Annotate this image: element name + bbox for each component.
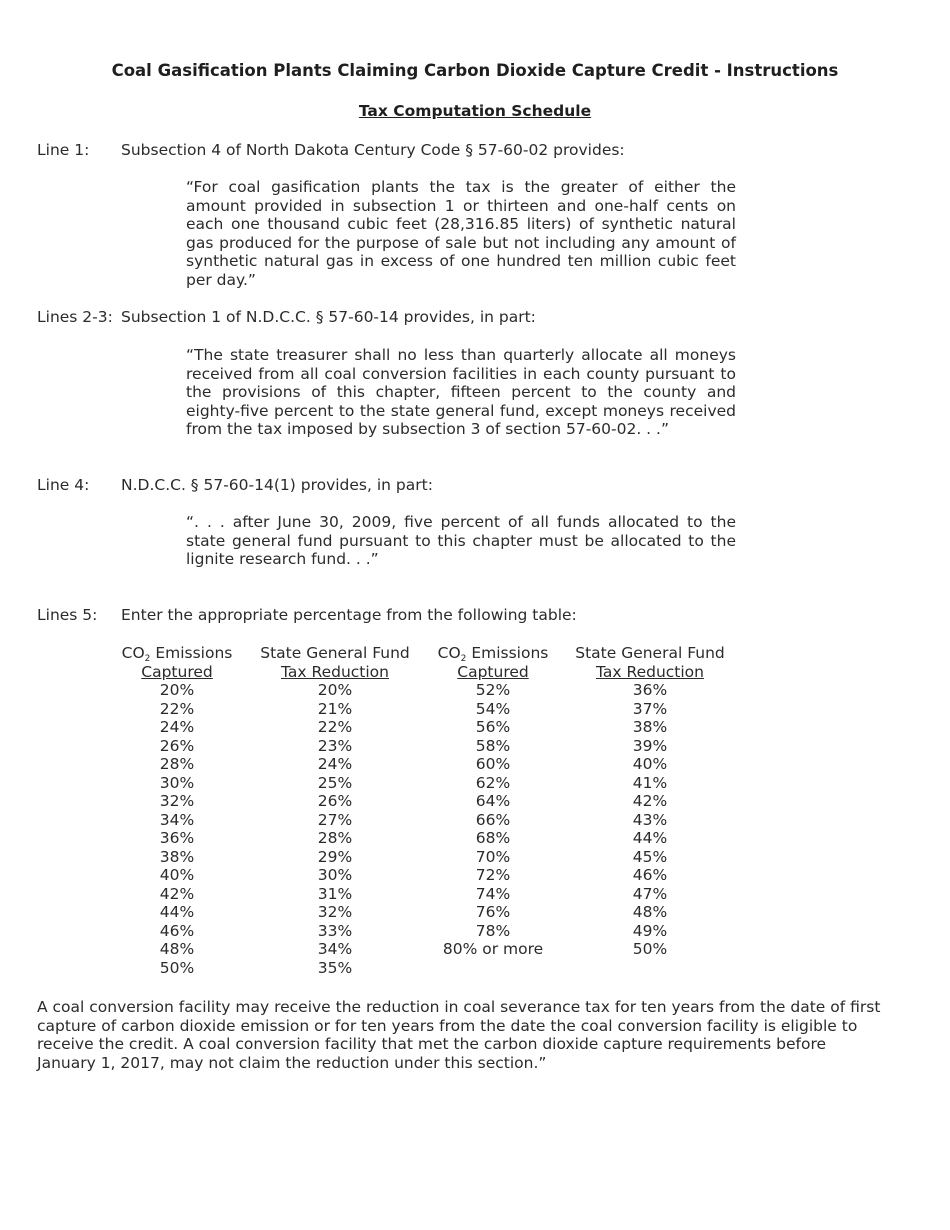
table-cell: 49% xyxy=(632,921,668,940)
table-cell: 28% xyxy=(159,755,195,773)
header-tax-reduction: Tax Reduction xyxy=(596,662,704,681)
table-cell: 48% xyxy=(159,940,195,958)
closing-paragraph: A coal conversion facility may receive the reduction in coal severance tax for ten years from the date of first capture of carbon dioxide emission or for ten years from the date the coal conversion facility is eligible to receive the credit. A coal conversion facility that met the carbon dioxide capture requirements before January 1, 2017, may not claim the reduction under this section.” xyxy=(37,998,881,1072)
table-cell: 35% xyxy=(317,958,353,977)
quote-line-1: “For coal gasification plants the tax is the greater of either the amount provided in subsection 1 or thirteen and one-half cents on each one thousand cubic feet (28,316.85 liters) of synthetic natural gas produced for the purpose of sale but not including any amount of synthetic natural gas in excess of one hundred ten million cubic feet per day.” xyxy=(186,178,736,289)
header-co2-emissions: $CO_2$ Emissions xyxy=(437,644,549,664)
table-cell: 78% xyxy=(475,921,511,940)
section-text: Subsection 1 of N.D.C.C. § 57-60-14 provides, in part: xyxy=(121,308,536,326)
table-cell: 32% xyxy=(159,792,195,810)
table-row xyxy=(108,792,738,811)
table-row xyxy=(108,755,738,774)
table-cell: 50% xyxy=(159,958,195,977)
header-captured: Captured xyxy=(141,662,213,681)
table-cell: 60% xyxy=(475,755,511,773)
table-cell: 27% xyxy=(317,810,353,829)
section-label: Line 1: xyxy=(37,141,90,159)
table-cell: 34% xyxy=(317,940,353,958)
table-cell xyxy=(562,959,738,978)
table-cell: 43% xyxy=(632,810,668,829)
header-captured: Captured xyxy=(457,662,529,681)
table-cell: 38% xyxy=(159,847,195,866)
table-row xyxy=(108,940,738,959)
table-cell: 47% xyxy=(632,884,668,903)
table-cell: 48% xyxy=(632,903,668,921)
table-cell: 31% xyxy=(317,884,353,903)
table-cell: 39% xyxy=(632,736,668,755)
table-cell: 64% xyxy=(475,792,511,810)
table-row xyxy=(108,718,738,737)
table-cell: 24% xyxy=(159,718,195,736)
section-text: N.D.C.C. § 57-60-14(1) provides, in part: xyxy=(121,476,433,494)
table-cell: 68% xyxy=(475,829,511,847)
table-cell: 37% xyxy=(632,699,668,718)
table-cell: 52% xyxy=(475,681,511,699)
table-cell: 74% xyxy=(475,884,511,903)
table-cell: 21% xyxy=(317,699,353,718)
section-line-1 xyxy=(37,141,897,160)
table-cell: 40% xyxy=(632,755,668,773)
table-row xyxy=(108,848,738,867)
quote-line-4: “. . . after June 30, 2009, five percent of all funds allocated to the state general fund pursuant to this chapter must be allocated to the lignite research fund. . .” xyxy=(186,513,736,568)
table-cell: 28% xyxy=(317,829,353,847)
reduction-table xyxy=(108,644,738,977)
table-row xyxy=(108,903,738,922)
table-cell: 36% xyxy=(159,829,195,847)
table-cell: 44% xyxy=(632,829,668,847)
table-row xyxy=(108,681,738,700)
header-tax-reduction: Tax Reduction xyxy=(281,662,389,681)
table-cell: 23% xyxy=(317,736,353,755)
table-cell: 20% xyxy=(317,681,353,699)
section-lines-5 xyxy=(37,606,897,625)
table-cell: 42% xyxy=(159,884,195,903)
table-cell: 66% xyxy=(475,810,511,829)
header-state-general-fund: State General Fund xyxy=(575,644,725,662)
table-cell: 20% xyxy=(159,681,195,699)
table-row xyxy=(108,774,738,793)
table-cell: 54% xyxy=(475,699,511,718)
table-cell: 26% xyxy=(317,792,353,810)
table-row xyxy=(108,866,738,885)
section-line-4 xyxy=(37,476,897,495)
table-cell: 34% xyxy=(159,810,195,829)
table-cell: 33% xyxy=(317,921,353,940)
table-row xyxy=(108,885,738,904)
table-cell: 70% xyxy=(475,847,511,866)
table-cell: 30% xyxy=(159,773,195,792)
table-cell: 45% xyxy=(632,847,668,866)
schedule-subtitle: Tax Computation Schedule xyxy=(358,102,592,120)
table-row xyxy=(108,829,738,848)
section-text: Subsection 4 of North Dakota Century Code § 57-60-02 provides: xyxy=(121,141,625,159)
table-cell: 25% xyxy=(317,773,353,792)
table-row xyxy=(108,811,738,830)
table-cell: 46% xyxy=(632,866,668,884)
section-label: Line 4: xyxy=(37,476,90,494)
table-row xyxy=(108,700,738,719)
table-cell: 29% xyxy=(317,847,353,866)
table-cell: 38% xyxy=(632,718,668,736)
table-cell: 40% xyxy=(159,866,195,884)
table-cell: 44% xyxy=(159,903,195,921)
section-lines-2-3 xyxy=(37,308,897,327)
section-label: Lines 2-3: xyxy=(37,308,113,326)
section-text: Enter the appropriate percentage from the following table: xyxy=(121,606,577,624)
table-header-row-2 xyxy=(108,663,738,682)
table-cell: 22% xyxy=(317,718,353,736)
table-header-row-1 xyxy=(108,644,738,663)
table-cell: 24% xyxy=(317,755,353,773)
table-cell: 41% xyxy=(632,773,668,792)
section-label: Lines 5: xyxy=(37,606,98,624)
table-row xyxy=(108,922,738,941)
table-cell: 62% xyxy=(475,773,511,792)
quote-lines-2-3: “The state treasurer shall no less than quarterly allocate all moneys received from all coal conversion facilities in each county pursuant to the provisions of this chapter, fifteen percent to the county and eighty-five percent to the state general fund, except moneys received from the tax imposed by subsection 3 of section 57-60-02. . .” xyxy=(186,346,736,438)
table-cell: 36% xyxy=(632,681,668,699)
table-cell: 30% xyxy=(317,866,353,884)
table-row xyxy=(108,959,738,978)
table-cell xyxy=(424,959,562,978)
table-cell: 58% xyxy=(475,736,511,755)
table-cell: 56% xyxy=(475,718,511,736)
header-state-general-fund: State General Fund xyxy=(260,644,410,662)
table-cell: 42% xyxy=(632,792,668,810)
header-co2-emissions: $CO_2$ Emissions xyxy=(121,644,233,664)
table-cell: 46% xyxy=(159,921,195,940)
table-cell: 32% xyxy=(317,903,353,921)
table-cell: 26% xyxy=(159,736,195,755)
page-title: Coal Gasification Plants Claiming Carbon Dioxide Capture Credit - Instructions xyxy=(111,61,839,80)
table-row xyxy=(108,737,738,756)
table-cell: 72% xyxy=(475,866,511,884)
table-cell: 76% xyxy=(475,903,511,921)
table-cell: 80% or more xyxy=(442,940,544,958)
table-cell: 50% xyxy=(632,940,668,958)
table-cell: 22% xyxy=(159,699,195,718)
